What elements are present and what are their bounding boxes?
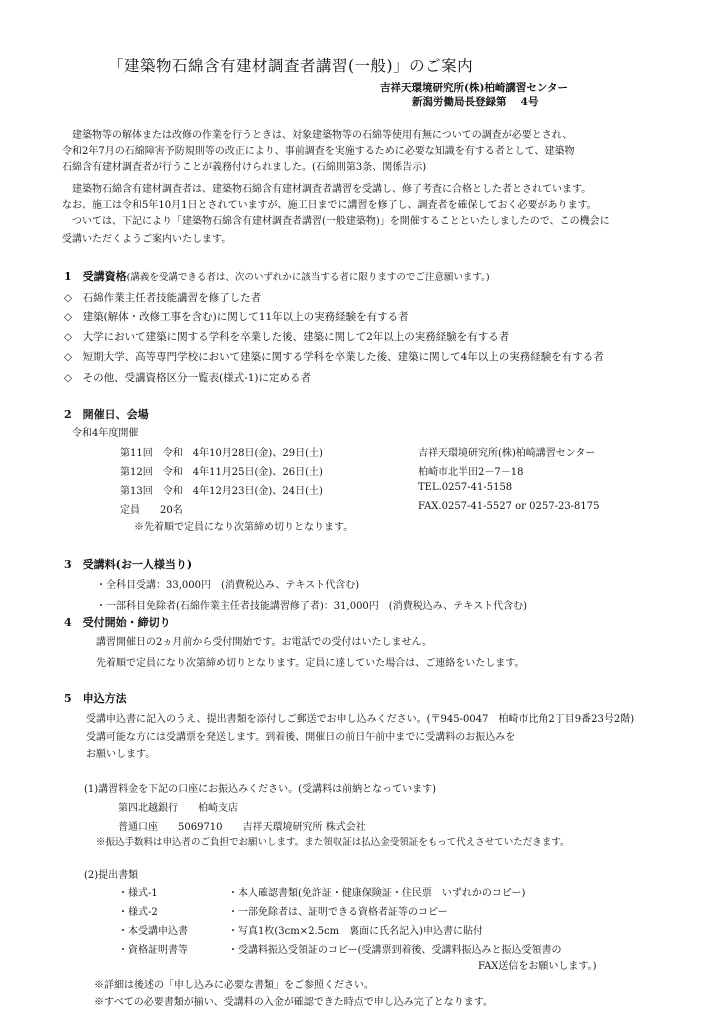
section-heading: 4 受付開始・締切り — [64, 616, 171, 629]
venue-fax: FAX.0257-41-5527 or 0257-23-8175 — [418, 501, 600, 512]
intro-line: 令和2年7月の石綿障害予防規則等の改正により、事前調査を実施するために必要な知識を有する者として、建築物 — [62, 146, 575, 157]
eligibility-item: ◇ 短期大学、高等専門学校において建築に関する学科を卒業した後、建築に関して4年以上の実務経験を有する者 — [64, 351, 604, 363]
payment-note: ※振込手数料は申込者のご負担でお願いします。また領収証は払込金受領証をもって代えさせていただきます。 — [96, 837, 570, 848]
session-row: 第11回 令和 4年10月28日(金)、29日(土) — [120, 448, 323, 459]
reception-line: 先着順で定員になり次第締め切りとなります。定員に達していた場合は、ご連絡をいたします。 — [96, 658, 525, 669]
reception-line: 講習開催日の2ヵ月前から受付開始です。お電話での受付はいたしません。 — [96, 637, 433, 648]
intro-line: ついては、下記により「建築物石綿含有建材調査者講習(一般建築物)」を開催することといたしましたので、この機会に — [72, 216, 610, 227]
footer-note: ※すべての必要書類が揃い、受講料の入金が確認できた時点で申し込み完了となります。 — [94, 997, 493, 1008]
document-desc: ・受講料振込受領証のコピー(受講票到着後、受講料振込みと振込受領書の — [228, 945, 562, 956]
intro-line: 石綿含有建材調査者が行うことが義務付けられました。(石綿則第3条、関係告示) — [62, 162, 427, 173]
document-desc: ・写真1枚(3cm×2.5cm 裏面に氏名記入)申込書に貼付 — [228, 926, 483, 937]
diamond-bullet-icon: ◇ — [64, 331, 73, 343]
page-title: 「建築物石綿含有建材調査者講習(一般)」のご案内 — [108, 57, 474, 75]
eligibility-item: ◇ その他、受講資格区分一覧表(様式-1)に定める者 — [64, 372, 311, 384]
bank-account: 普通口座 5069710 吉祥天環境研究所 株式会社 — [118, 822, 366, 833]
eligibility-item: ◇ 石綿作業主任者技能講習を修了した者 — [64, 292, 262, 304]
section-heading: 1 受講資格(講義を受講できる者は、次のいずれかに該当する者に限りますのでご注意願います。) — [64, 270, 490, 283]
document-name: ・様式-2 — [118, 907, 158, 918]
session-row: 第13回 令和 4年12月23日(金)、24日(土) — [120, 486, 323, 497]
venue-address: 柏崎市北半田2－7－18 — [418, 467, 524, 478]
bank-name: 第四北越銀行 柏崎支店 — [118, 803, 238, 814]
section-heading: 5 申込方法 — [64, 692, 127, 705]
payment-heading: (1)講習料金を下記の口座にお振込みください。(受講料は前納となっています) — [84, 784, 436, 795]
fee-partial: ・一部科目免除者(石綿作業主任者技能講習修了者)：31,000円 (消費税込み、テキスト代含む) — [96, 601, 527, 612]
documents-heading: (2)提出書類 — [84, 870, 139, 881]
section-heading: 2 開催日、会場 — [64, 408, 149, 421]
schedule-year: 令和4年度開催 — [72, 428, 139, 439]
fee-full: ・全科目受講：33,000円 (消費税込み、テキスト代含む) — [96, 580, 360, 591]
intro-line: 建築物石綿含有建材調査者は、建築物石綿含有建材調査者講習を受講し、修了考査に合格とした者とされています。 — [72, 184, 592, 195]
footer-note: ※詳細は後述の「申し込みに必要な書類」をご参照ください。 — [94, 980, 374, 991]
diamond-bullet-icon: ◇ — [64, 311, 73, 323]
document-name: ・様式-1 — [118, 888, 158, 899]
capacity-note: ※先着順で定員になり次第締め切りとなります。 — [134, 522, 354, 533]
intro-line: 建築物等の解体または改修の作業を行うときは、対象建築物等の石綿等使用有無についての調査が必要とされ、 — [72, 130, 573, 141]
venue-name: 吉祥天環境研究所(株)柏崎講習センター — [418, 448, 596, 459]
application-line: 受講可能な方には受講票を発送します。到着後、開催日の前日午前中までに受講料のお振込みを — [86, 732, 516, 743]
diamond-bullet-icon: ◇ — [64, 292, 73, 304]
eligibility-item: ◇ 建築(解体・改修工事を含む)に関して11年以上の実務経験を有する者 — [64, 311, 409, 323]
diamond-bullet-icon: ◇ — [64, 372, 73, 384]
application-line: お願いします。 — [86, 749, 156, 760]
document-desc: ・一部免除者は、証明できる資格者証等のコピー — [228, 907, 448, 918]
intro-line: なお、施工は令和5年10月1日とされていますが、施工日までに講習を修了し、調査者を確保しておく必要があります。 — [62, 200, 597, 211]
document-name: ・資格証明書等 — [118, 945, 188, 956]
eligibility-item: ◇ 大学において建築に関する学科を卒業した後、建築に関して2年以上の実務経験を有する者 — [64, 331, 510, 343]
section-note: (講義を受講できる者は、次のいずれかに該当する者に限りますのでご注意願います。) — [126, 272, 490, 283]
document-desc: ・本人確認書類(免許証・健康保険証・住民票 いずれかのコピー) — [228, 888, 526, 899]
document-continuation: FAX送信をお願いします。) — [478, 961, 597, 972]
document-name: ・本受講申込書 — [118, 926, 188, 937]
organizer-registration: 新潟労働局長登録第 4号 — [412, 96, 539, 108]
venue-tel: TEL.0257-41-5158 — [418, 482, 513, 493]
section-heading: 3 受講料(お一人様当り) — [64, 558, 193, 571]
session-row: 第12回 令和 4年11月25日(金)、26日(土) — [120, 467, 323, 478]
diamond-bullet-icon: ◇ — [64, 351, 73, 363]
application-line: 受講申込書に記入のうえ、提出書類を添付しご郵送でお申し込みください。(〒945-0047 柏崎市比角2丁目9番23号2階) — [86, 714, 635, 725]
intro-line: 受講いただくようご案内いたします。 — [62, 234, 232, 245]
capacity: 定員 20名 — [120, 505, 183, 516]
organizer-name: 吉祥天環境研究所(株)柏崎講習センター — [380, 82, 569, 94]
